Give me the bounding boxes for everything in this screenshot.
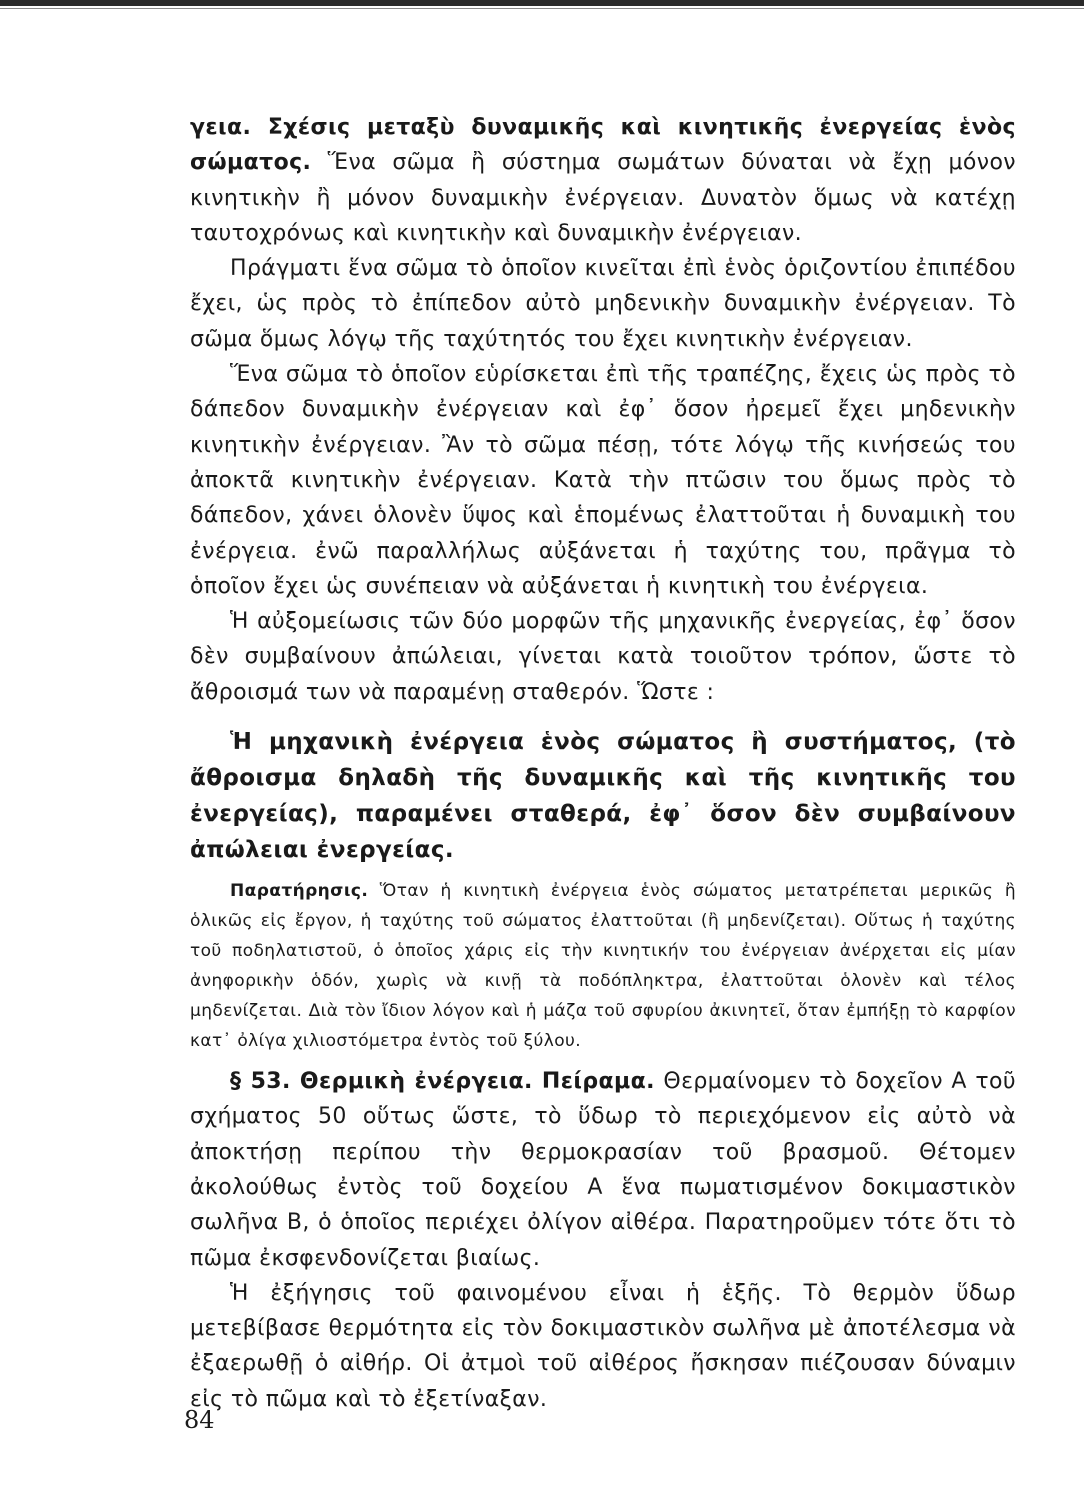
remark-text: Ὅταν ἡ κινητικὴ ἐνέργεια ἑνὸς σώματος μετατρέπεται μερικῶς ἢ ὁλικῶς εἰς ἔργον, ἡ ταχύτης τοῦ σώματος ἐλαττοῦται (ἢ μηδενίζεται). Οὕτως ἡ ταχύτης τοῦ ποδηλατιστοῦ, ὁ ὁποῖος χάρις εἰς τὴν κινητικήν του ἐνέργειαν ἀνέρχεται εἰς μίαν ἀνηφορικὴν ὁδόν, χωρὶς νὰ κινῇ τὰ ποδόπληκτρα, ἐλαττοῦται ὁλονὲν καὶ τέλος μηδενίζεται. Διὰ τὸν ἴδιον λόγον καὶ ἡ μάζα τοῦ σφυρίου ἀκινητεῖ, ὅταν ἐμπήξῃ τὸ καρφίον κατ᾽ ὀλίγα χιλιοστόμετρα ἐντὸς τοῦ ξύλου. [190, 881, 1016, 1052]
page-number: 84 [184, 1406, 215, 1434]
page-body [190, 110, 1016, 1417]
section-53-heading: § 53. Θερμικὴ ἐνέργεια. Πείραμα. [230, 1069, 655, 1095]
top-scan-border [0, 0, 1084, 6]
paragraph-table-example: Ἕνα σῶμα τὸ ὁποῖον εὑρίσκεται ἐπὶ τῆς τραπέζης, ἔχεις ὡς πρὸς τὸ δάπεδον δυναμικὴν ἐνέργειαν καὶ ἐφ᾽ ὅσον ἠρεμεῖ ἔχει μηδενικὴν κινητικὴν ἐνέργειαν. Ἂν τὸ σῶμα πέσῃ, τότε λόγῳ τῆς κινήσεώς του ἀποκτᾶ κινητικὴν ἐνέργειαν. Κατὰ τὴν πτῶσιν του ὅμως πρὸς τὸ δάπεδον, χάνει ὁλονὲν ὕψος καὶ ἑπομένως ἐλαττοῦται ἡ δυναμικὴ του ἐνέργεια. ἐνῶ παραλλήλως αὐξάνεται ἡ ταχύτης του, πρᾶγμα τὸ ὁποῖον ἔχει ὡς συνέπειαν νὰ αὐξάνεται ἡ κινητικὴ του ἐνέργεια. [190, 362, 1016, 599]
remark-paragraph [190, 876, 1016, 1056]
paragraph-energy-relation-heading: γεια. Σχέσις μεταξὺ δυναμικῆς καὶ κινητικῆς ἐνεργείας ἑνὸς σώματος. [190, 115, 1016, 176]
top-scan-border-thin [0, 8, 1084, 9]
section-53-explanation: Ἡ ἐξήγησις τοῦ φαινομένου εἶναι ἡ ἑξῆς. Τὸ θερμὸν ὕδωρ μετεβίβασε θερμότητα εἰς τὸν δοκιμαστικὸν σωλῆνα μὲ ἀποτέλεσμα νὰ ἐξαερωθῇ ὁ αἰθήρ. Οἱ ἀτμοὶ τοῦ αἰθέρος ἤσκησαν πιέζουσαν δύναμιν εἰς τὸ πῶμα καὶ τὸ ἐξετίναξαν. [190, 1280, 1016, 1412]
section-53-text: Θερμαίνομεν τὸ δοχεῖον Α τοῦ σχήματος 50 οὕτως ὥστε, τὸ ὕδωρ τὸ περιεχόμενον εἰς αὐτὸ νὰ ἀποκτήσῃ περίπου τὴν θερμοκρασίαν τοῦ βρασμοῦ. Θέτομεν ἀκολούθως ἐντὸς τοῦ δοχείου Α ἕνα πωματισμένον δοκιμαστικὸν σωλῆνα Β, ὁ ὁποῖος περιέχει ὀλίγον αἰθέρα. Παρατηροῦμεν τότε ὅτι τὸ πῶμα ἐκσφενδονίζεται βιαίως. [190, 1069, 1016, 1271]
paragraph-energy-relation [190, 110, 1016, 251]
section-53-paragraph [190, 1064, 1016, 1276]
paragraph-conservation-intro: Ἡ αὐξομείωσις τῶν δύο μορφῶν τῆς μηχανικῆς ἐνεργείας, ἐφ᾽ ὅσον δὲν συμβαίνουν ἀπώλειαι, γίνεται κατὰ τοιοῦτον τρόπον, ὥστε τὸ ἄθροισμά των νὰ παραμένῃ σταθερόν. Ὥστε : [190, 609, 1016, 705]
paragraph-horizontal-plane: Πράγματι ἕνα σῶμα τὸ ὁποῖον κινεῖται ἐπὶ ἑνὸς ὁριζοντίου ἐπιπέδου ἔχει, ὡς πρὸς τὸ ἐπίπεδον αὐτὸ μηδενικὴν δυναμικὴν ἐνέργειαν. Τὸ σῶμα ὅμως λόγῳ τῆς ταχύτητός του ἔχει κινητικὴν ἐνέργειαν. [190, 256, 1016, 352]
conservation-law-statement: Ἡ μηχανικὴ ἐνέργεια ἑνὸς σώματος ἢ συστήματος, (τὸ ἄθροισμα δηλαδὴ τῆς δυναμικῆς καὶ τῆς κινητικῆς του ἐνεργείας), παραμένει σταθερά, ἐφ᾽ ὅσον δὲν συμβαίνουν ἀπώλειαι ἐνεργείας. [190, 729, 1016, 864]
paragraph-energy-relation-text: Ἕνα σῶμα ἢ σύστημα σωμάτων δύναται νὰ ἔχῃ μόνον κινητικὴν ἢ μόνον δυναμικὴν ἐνέργειαν. Δυνατὸν ὅμως νὰ κατέχῃ ταυτοχρόνως καὶ κινητικὴν καὶ δυναμικὴν ἐνέργειαν. [190, 150, 1016, 246]
remark-label: Παρατήρησις. [230, 881, 369, 902]
